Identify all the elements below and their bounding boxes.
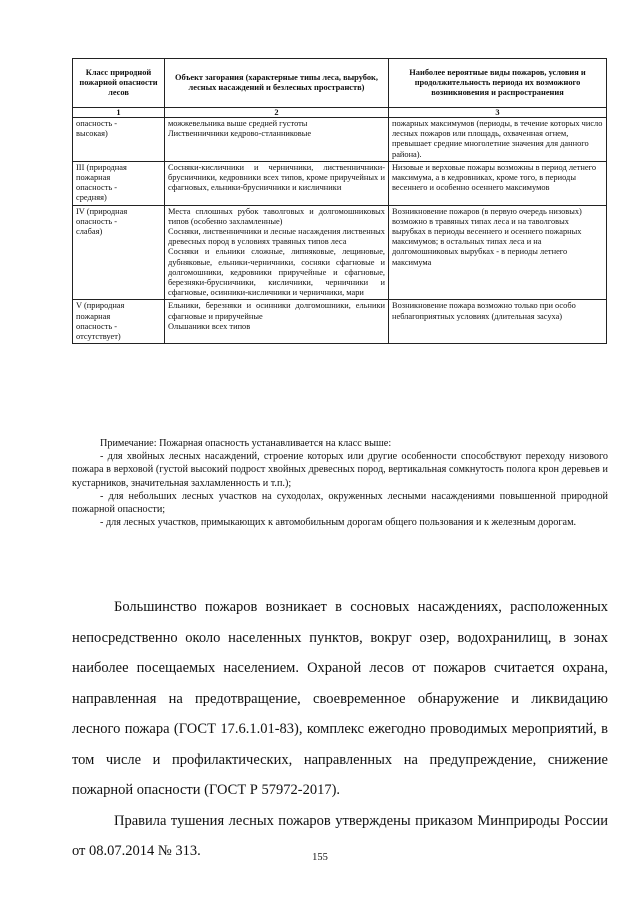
paragraph: Большинство пожаров возникает в сосновых насаждениях, расположенных непосредственно около населенных пунктов, вокруг озер, водохранилищ, в зонах наиболее посещаемых населением. Охраной лесов от пожаров считается охрана, направленная на предотвращение, своевременное обнаружение и ликвидацию лесного пожара (ГОСТ 17.6.1.01-83), комплекс ежегодно проводимых мероприятий, в том числе и профилактических, направленных на предупреждение, снижение пожарной опасности (ГОСТ Р 57972-2017). [72, 599, 608, 798]
table-note [72, 437, 608, 529]
object-cell: Сосняки-кисличники и черничники, лиственничники-брусничники, кедровники всех типов, кроме приручейных и сфагновых, ельники-брусничники и кисличники [165, 161, 389, 205]
fires-cell: пожарных максимумов (периоды, в течение которых число лесных пожаров или площадь, охваченная огнем, превышает средние многолетние значения для данного района). [389, 118, 607, 162]
column-numbers-row [73, 108, 607, 118]
table-row [73, 300, 607, 344]
class-cell: III (природная пожарная опасность - средняя) [73, 161, 165, 205]
header-class: Класс природной пожарной опасности лесов [73, 59, 165, 108]
object-part: Сосняки, лиственничники и лесные насаждения лиственных древесных пород в условиях травяных типов леса [168, 227, 385, 247]
column-number: 2 [165, 108, 389, 118]
column-number: 1 [73, 108, 165, 118]
table-row [73, 205, 607, 300]
class-cell: IV (природная опасность - слабая) [73, 205, 165, 300]
fire-danger-table [72, 58, 607, 344]
fires-cell: Возникновение пожаров (в первую очередь низовых) возможно в травяных типах леса и на таволговых вырубках в периоды весеннего и осеннего пожарных максимумов; в остальных типах леса и на долгомошниковых вырубках - в периоды летнего максимума [389, 205, 607, 300]
fires-cell: Возникновение пожара возможно только при особо неблагоприятных условиях (длительная засуха) [389, 300, 607, 344]
class-cell: опасность - высокая) [73, 118, 165, 162]
body-text [72, 592, 608, 867]
object-part: Места сплошных рубок таволговых и долгомошниковых типов (особенно захламленные) [168, 206, 385, 226]
object-cell [165, 205, 389, 300]
table-header-row [73, 59, 607, 108]
object-cell: Ельники, березняки и осинники долгомошники, ельники сфагновые и приручейные Ольшаники всех типов [165, 300, 389, 344]
paragraph: Правила тушения лесных пожаров утверждены приказом Минприроды России от 08.07.2014 № 313. [72, 812, 608, 859]
column-number: 3 [389, 108, 607, 118]
page-number: 155 [312, 852, 328, 863]
object-cell: можжевельника выше средней густоты Лиственничники кедрово-стланниковые [165, 118, 389, 162]
header-object: Объект загорания (характерные типы леса, вырубок, лесных насаждений и безлесных пространств) [165, 59, 389, 108]
table-row [73, 118, 607, 162]
note-title: Примечание: Пожарная опасность устанавливается на класс выше: [100, 438, 392, 449]
header-fire-types: Наиболее вероятные виды пожаров, условия и продолжительность периода их возможного возникновения и распространения [389, 59, 607, 108]
object-part: Сосняки и ельники сложные, липняковые, лещиновые, дубняковые, ельники-черничники, сосняки сфагновые и долгомошники, кедровники приручейные и сфагновые, березняки-брусничники, кисличники, черничники и сфагновые, осинники-кисличники и черничники, мари [168, 247, 385, 298]
class-cell: V (природная пожарная опасность - отсутствует) [73, 300, 165, 344]
table-row [73, 161, 607, 205]
note-item: - для небольших лесных участков на суходолах, окруженных лесными насаждениями повышенной природной пожарной опасности; [72, 490, 608, 516]
note-item: - для хвойных лесных насаждений, строение которых или другие особенности способствуют переходу низового пожара в верховой (густой высокий подрост хвойных древесных пород, вертикальная сомкнутость полога крон деревьев и кустарников, значительная захламленность и т.п.); [72, 451, 608, 489]
note-item: - для лесных участков, примыкающих к автомобильным дорогам общего пользования и к железным дорогам. [100, 517, 577, 529]
fires-cell: Низовые и верховые пожары возможны в период летнего максимума, а в кедровниках, кроме того, в периоды весеннего и особенно осеннего максимумов [389, 161, 607, 205]
